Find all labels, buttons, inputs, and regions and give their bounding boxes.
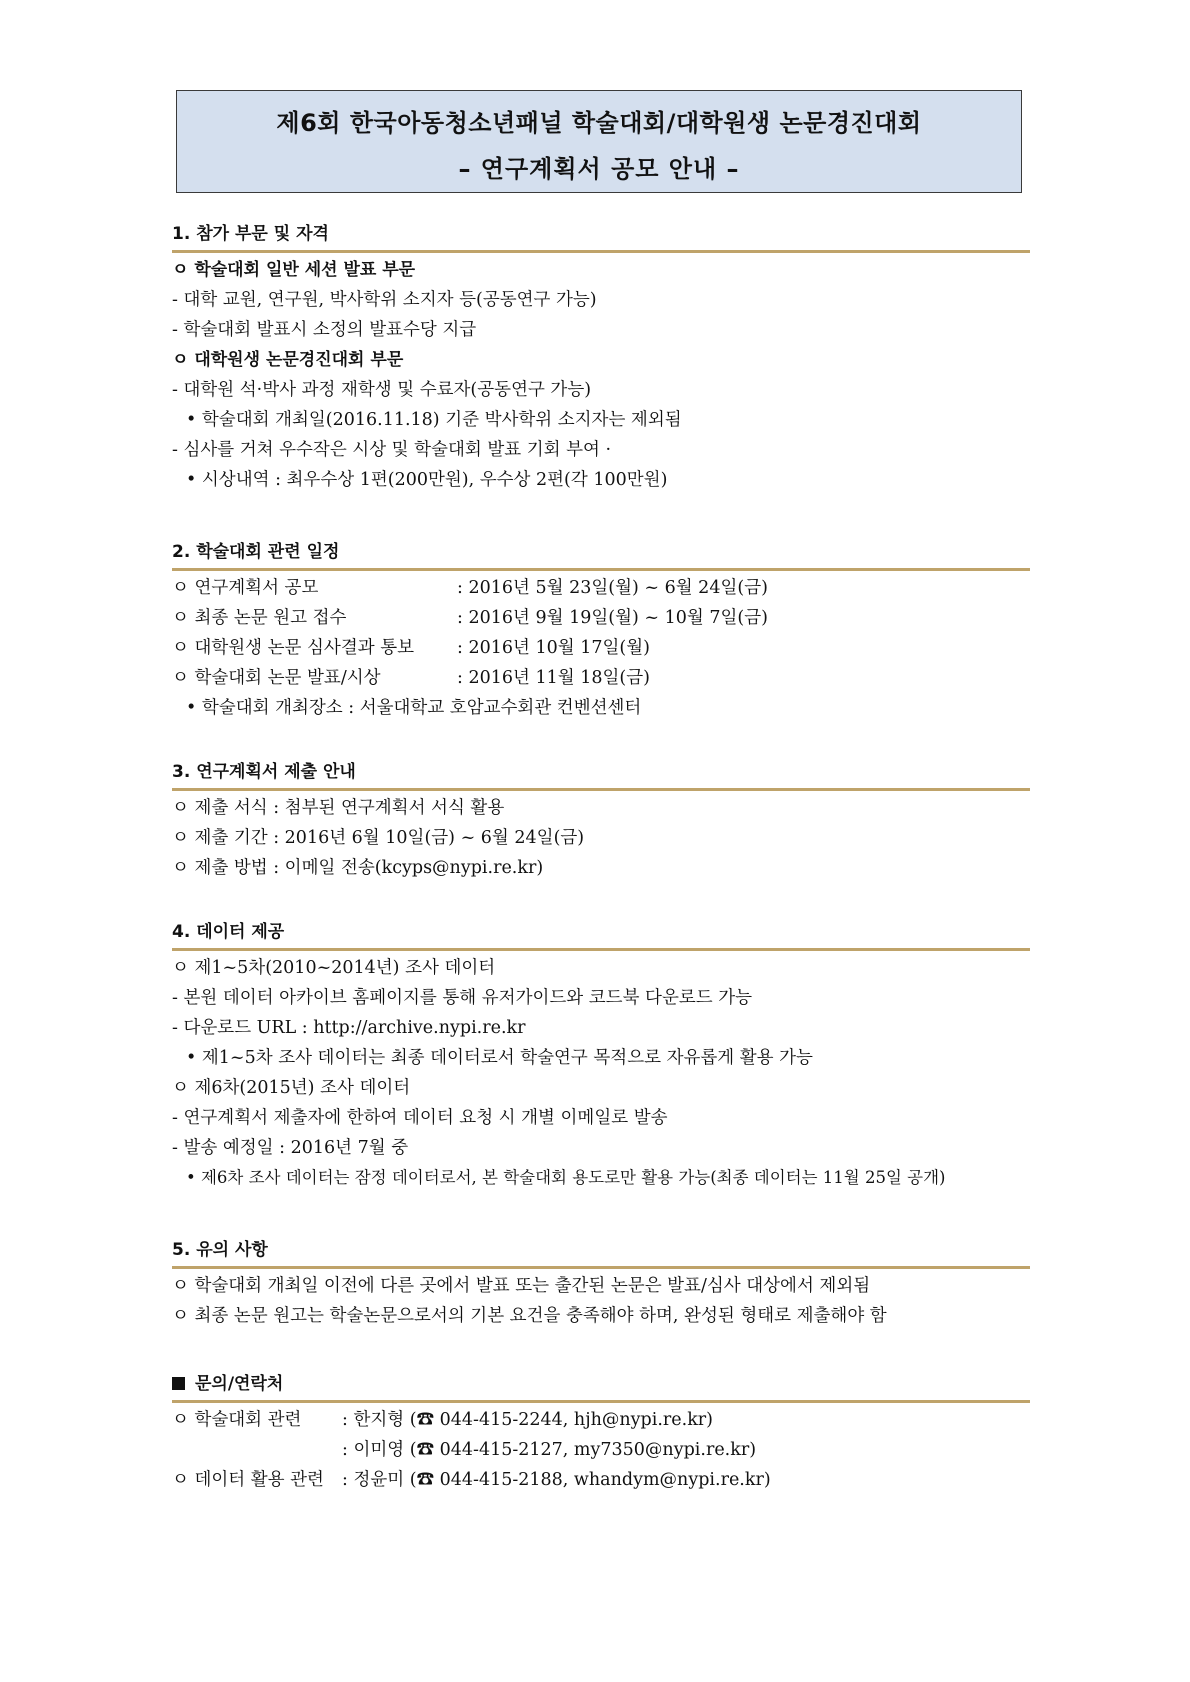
list-item: - 심사를 거쳐 우수작은 시상 및 학술대회 발표 기회 부여 ·: [172, 440, 612, 460]
schedule-value: : 2016년 10월 17일(월): [457, 638, 650, 658]
contact-row: [172, 1405, 1030, 1435]
contact-value: : 정윤미 (☎ 044-415-2188, whandym@nypi.re.kr): [342, 1470, 771, 1490]
schedule-note: • 학술대회 개최장소 : 서울대학교 호암교수회관 컨벤션센터: [186, 698, 642, 718]
schedule-label: ㅇ 대학원생 논문 심사결과 통보: [172, 638, 415, 658]
list-item: • 제6차 조사 데이터는 잠정 데이터로서, 본 학술대회 용도로만 활용 가능(최종 데이터는 11월 25일 공개): [186, 1168, 946, 1187]
contact-row: [172, 1465, 1030, 1495]
list-item: - 발송 예정일 : 2016년 7월 중: [172, 1138, 409, 1158]
schedule-value: : 2016년 9월 19일(월) ~ 10월 7일(금): [457, 608, 768, 628]
list-item: - 학술대회 발표시 소정의 발표수당 지급: [172, 320, 477, 340]
list-item: ㅇ 대학원생 논문경진대회 부문: [172, 350, 404, 370]
list-item: ㅇ 최종 논문 원고는 학술논문으로서의 기본 요건을 충족해야 하며, 완성된 형태로 제출해야 함: [172, 1306, 887, 1326]
section-heading: 1. 참가 부문 및 자격: [172, 222, 1030, 253]
section-heading: 4. 데이터 제공: [172, 920, 1030, 951]
section-heading: 5. 유의 사항: [172, 1238, 1030, 1269]
square-bullet-icon: [172, 1377, 185, 1390]
list-item: ㅇ 제출 기간 : 2016년 6월 10일(금) ~ 6월 24일(금): [172, 828, 585, 848]
list-item: ㅇ 제출 방법 : 이메일 전송(kcyps@nypi.re.kr): [172, 858, 544, 878]
schedule-row: [172, 663, 1030, 693]
schedule-value: : 2016년 11월 18일(금): [457, 668, 650, 688]
contact-label: ㅇ 데이터 활용 관련: [172, 1470, 324, 1490]
schedule-row: [172, 603, 1030, 633]
section-heading: [172, 1372, 1030, 1403]
section-heading: 3. 연구계획서 제출 안내: [172, 760, 1030, 791]
list-item: ㅇ 학술대회 일반 세션 발표 부문: [172, 260, 416, 280]
section-schedule: [172, 540, 1030, 723]
contact-value: : 한지형 (☎ 044-415-2244, hjh@nypi.re.kr): [342, 1410, 713, 1430]
contact-heading: 문의/연락처: [195, 1374, 284, 1394]
list-item: ㅇ 제6차(2015년) 조사 데이터: [172, 1078, 411, 1098]
title-subtitle: – 연구계획서 공모 안내 –: [458, 155, 740, 183]
schedule-row: [172, 633, 1030, 663]
list-item: - 대학 교원, 연구원, 박사학위 소지자 등(공동연구 가능): [172, 290, 597, 310]
section-submission: [172, 760, 1030, 883]
schedule-label: ㅇ 학술대회 논문 발표/시상: [172, 668, 381, 688]
list-item: ㅇ 학술대회 개최일 이전에 다른 곳에서 발표 또는 출간된 논문은 발표/심사 대상에서 제외됨: [172, 1276, 871, 1296]
list-item: ㅇ 제출 서식 : 첨부된 연구계획서 서식 활용: [172, 798, 505, 818]
schedule-label: ㅇ 연구계획서 공모: [172, 578, 319, 598]
contact-label: ㅇ 학술대회 관련: [172, 1410, 302, 1430]
contact-row: [172, 1435, 1030, 1465]
list-item: ㅇ 제1~5차(2010~2014년) 조사 데이터: [172, 958, 496, 978]
list-item: • 제1~5차 조사 데이터는 최종 데이터로서 학술연구 목적으로 자유롭게 활용 가능: [186, 1048, 813, 1068]
list-item: • 학술대회 개최일(2016.11.18) 기준 박사학위 소지자는 제외됨: [186, 410, 682, 430]
section-heading: 2. 학술대회 관련 일정: [172, 540, 1030, 571]
section-notes: [172, 1238, 1030, 1331]
schedule-row: [172, 573, 1030, 603]
section-data: [172, 920, 1030, 1193]
list-item: - 연구계획서 제출자에 한하여 데이터 요청 시 개별 이메일로 발송: [172, 1108, 668, 1128]
section-contact: [172, 1372, 1030, 1495]
section-participation: [172, 222, 1030, 495]
schedule-value: : 2016년 5월 23일(월) ~ 6월 24일(금): [457, 578, 768, 598]
list-item: - 본원 데이터 아카이브 홈페이지를 통해 유저가이드와 코드북 다운로드 가능: [172, 988, 753, 1008]
list-item: • 시상내역 : 최우수상 1편(200만원), 우수상 2편(각 100만원): [186, 470, 668, 490]
list-item: - 다운로드 URL : http://archive.nypi.re.kr: [172, 1018, 526, 1038]
contact-value: : 이미영 (☎ 044-415-2127, my7350@nypi.re.kr): [342, 1440, 757, 1460]
title-box: [176, 90, 1022, 193]
title-main: 제6회 한국아동청소년패널 학술대회/대학원생 논문경진대회: [276, 109, 922, 137]
schedule-label: ㅇ 최종 논문 원고 접수: [172, 608, 347, 628]
list-item: - 대학원 석·박사 과정 재학생 및 수료자(공동연구 가능): [172, 380, 592, 400]
